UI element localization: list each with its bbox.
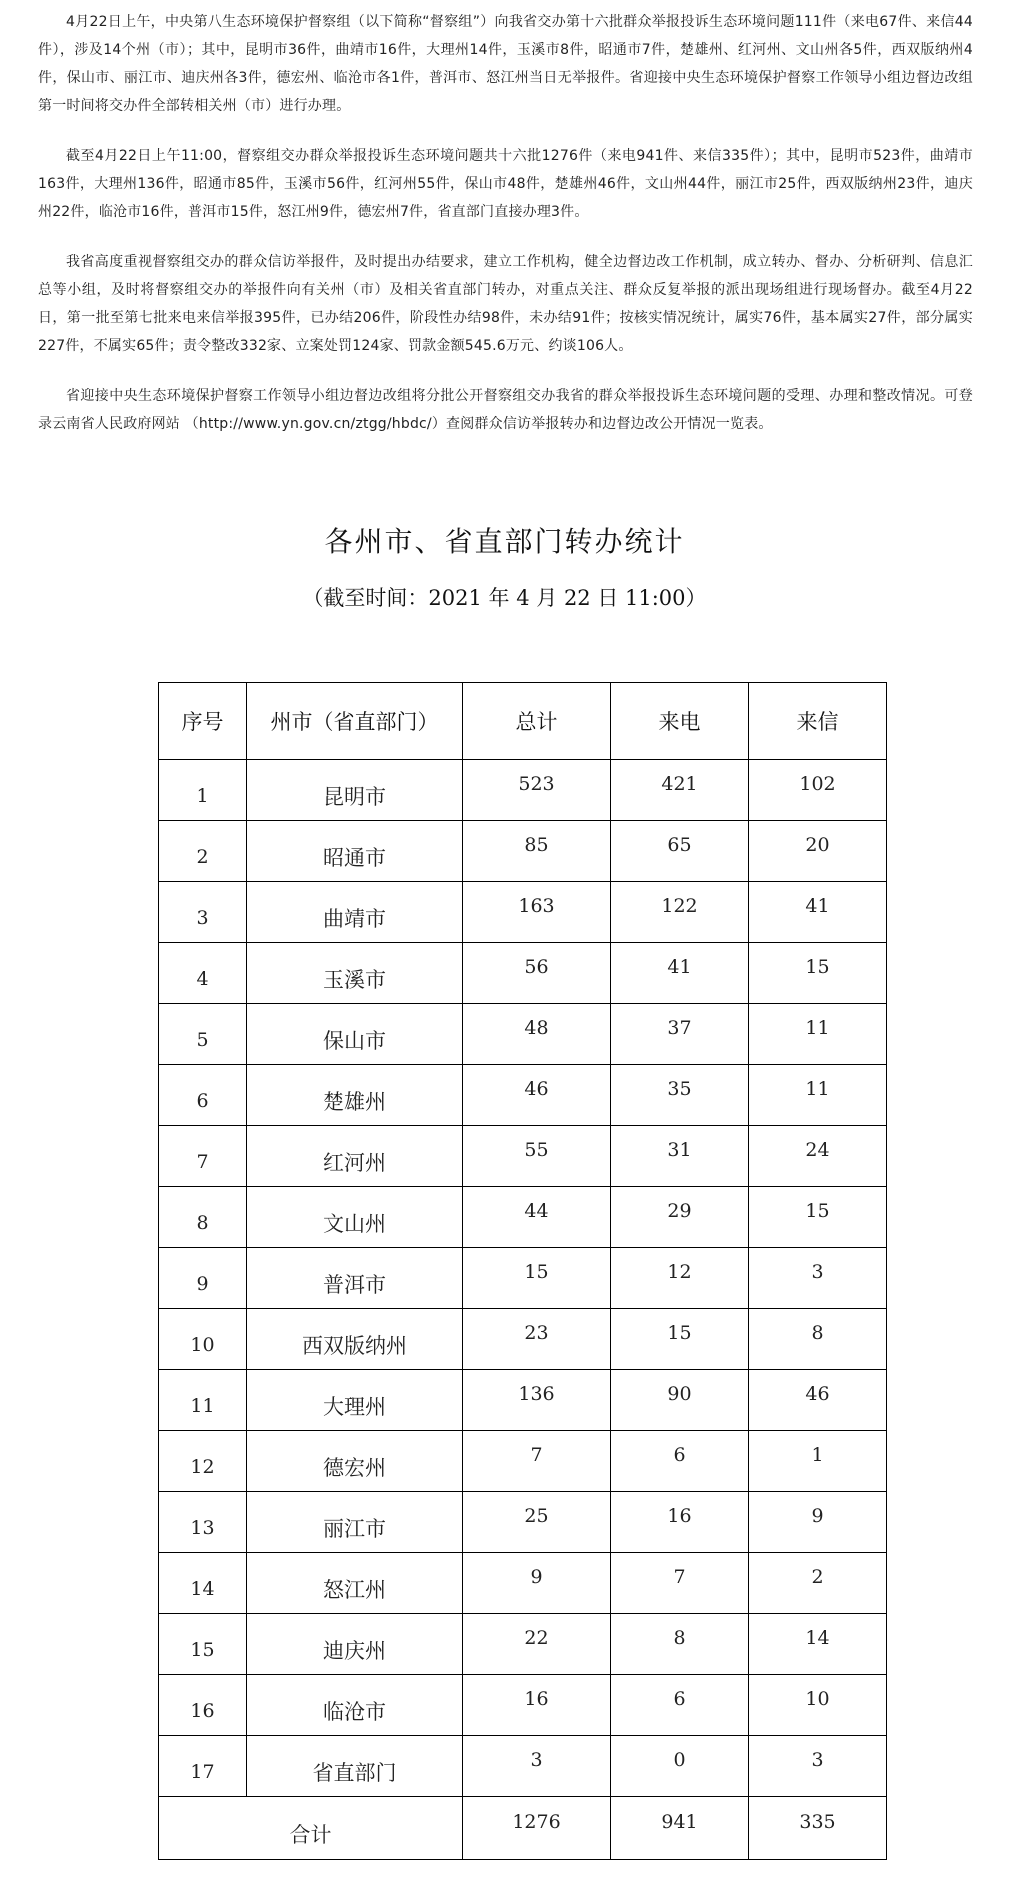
row-phone: 90 [611,1370,749,1431]
table-row [159,1004,887,1065]
row-letter: 20 [749,821,887,882]
row-phone: 31 [611,1126,749,1187]
table-row [159,821,887,882]
table-row [159,760,887,821]
row-total: 7 [463,1431,611,1492]
total-letter: 335 [749,1797,887,1860]
row-region: 德宏州 [247,1431,463,1492]
row-region: 怒江州 [247,1553,463,1614]
row-index: 2 [159,821,247,882]
row-phone: 65 [611,821,749,882]
row-region: 昭通市 [247,821,463,882]
row-letter: 11 [749,1004,887,1065]
row-index: 16 [159,1675,247,1736]
row-region: 文山州 [247,1187,463,1248]
row-total: 15 [463,1248,611,1309]
row-phone: 35 [611,1065,749,1126]
row-total: 44 [463,1187,611,1248]
paragraph-intro: 4月22日上午，中央第八生态环境保护督察组（以下简称“督察组”）向我省交办第十六批群众举报投诉生态环境问题111件（来电67件、来信44件），涉及14个州（市）；其中，昆明市36件，曲靖市16件，大理州14件，玉溪市8件，昭通市7件，楚雄州、红河州、文山州各5件，西双版纳州4件，保山市、丽江市、迪庆州各3件，德宏州、临沧市各1件，普洱市、怒江州当日无举报件。省迎接中央生态环境保护督察工作领导小组边督边改组第一时间将交办件全部转相关州（市）进行办理。 [38,14,973,114]
row-letter: 10 [749,1675,887,1736]
stats-title: 各州市、省直部门转办统计 [324,525,685,558]
table-row [159,1736,887,1797]
table-row [159,1553,887,1614]
row-total: 9 [463,1553,611,1614]
table-row [159,1309,887,1370]
row-phone: 29 [611,1187,749,1248]
row-phone: 7 [611,1553,749,1614]
table-row [159,943,887,1004]
row-region: 红河州 [247,1126,463,1187]
row-total: 3 [463,1736,611,1797]
header-letter: 来信 [749,683,887,760]
row-letter: 15 [749,1187,887,1248]
row-index: 1 [159,760,247,821]
header-phone: 来电 [611,683,749,760]
total-sum: 1276 [463,1797,611,1860]
paragraph-cumulative: 截至4月22日上午11:00，督察组交办群众举报投诉生态环境问题共十六批1276件（来电941件、来信335件）；其中，昆明市523件，曲靖市163件，大理州136件，昭通市85件，玉溪市56件，红河州55件，保山市48件，楚雄州46件，文山州44件，丽江市25件，西双版纳州23件，迪庆州22件，临沧市16件，普洱市15件，怒江州9件，德宏州7件，省直部门直接办理3件。 [38,148,973,220]
row-index: 3 [159,882,247,943]
row-region: 楚雄州 [247,1065,463,1126]
row-letter: 9 [749,1492,887,1553]
row-total: 163 [463,882,611,943]
row-index: 9 [159,1248,247,1309]
row-index: 13 [159,1492,247,1553]
row-index: 15 [159,1614,247,1675]
row-index: 17 [159,1736,247,1797]
row-region: 普洱市 [247,1248,463,1309]
row-total: 85 [463,821,611,882]
row-region: 玉溪市 [247,943,463,1004]
table-row [159,1431,887,1492]
row-total: 16 [463,1675,611,1736]
table-row [159,1126,887,1187]
row-letter: 24 [749,1126,887,1187]
paragraph-measures: 我省高度重视督察组交办的群众信访举报件，及时提出办结要求，建立工作机构，健全边督边改工作机制，成立转办、督办、分析研判、信息汇总等小组，及时将督察组交办的举报件向有关州（市）及相关省直部门转办，对重点关注、群众反复举报的派出现场组进行现场督办。截至4月22日，第一批至第七批来电来信举报395件，已办结206件，阶段性办结98件，未办结91件；按核实情况统计，属实76件，基本属实27件，部分属实227件，不属实65件；责令整改332家、立案处罚124家、罚款金额545.6万元、约谈106人。 [38,254,973,354]
row-letter: 41 [749,882,887,943]
row-letter: 14 [749,1614,887,1675]
header-index: 序号 [159,683,247,760]
stats-table [158,682,887,1860]
row-total: 523 [463,760,611,821]
article-body [38,8,973,460]
table-row [159,1065,887,1126]
table-row [159,1248,887,1309]
row-total: 25 [463,1492,611,1553]
row-index: 8 [159,1187,247,1248]
table-header-row [159,683,887,760]
row-phone: 37 [611,1004,749,1065]
total-phone: 941 [611,1797,749,1860]
row-letter: 46 [749,1370,887,1431]
table-row [159,1492,887,1553]
table-total-row [159,1797,887,1860]
row-phone: 6 [611,1431,749,1492]
row-index: 7 [159,1126,247,1187]
row-region: 保山市 [247,1004,463,1065]
row-phone: 15 [611,1309,749,1370]
row-letter: 3 [749,1248,887,1309]
row-total: 22 [463,1614,611,1675]
header-total: 总计 [463,683,611,760]
row-letter: 15 [749,943,887,1004]
row-letter: 2 [749,1553,887,1614]
row-index: 12 [159,1431,247,1492]
row-phone: 8 [611,1614,749,1675]
row-index: 4 [159,943,247,1004]
header-region: 州市（省直部门） [247,683,463,760]
row-phone: 421 [611,760,749,821]
row-phone: 0 [611,1736,749,1797]
row-letter: 1 [749,1431,887,1492]
table-row [159,1370,887,1431]
row-region: 大理州 [247,1370,463,1431]
row-letter: 8 [749,1309,887,1370]
row-phone: 16 [611,1492,749,1553]
stats-subtitle: （截至时间：2021 年 4 月 22 日 11:00） [302,586,707,610]
row-phone: 122 [611,882,749,943]
paragraph-disclosure: 省迎接中央生态环境保护督察工作领导小组边督边改组将分批公开督察组交办我省的群众举报投诉生态环境问题的受理、办理和整改情况。可登录云南省人民政府网站 （http://www.yn.gov.cn/ztgg/hbdc/）查阅群众信访举报转办和边督边改公开情况一览表。 [38,388,973,432]
row-region: 临沧市 [247,1675,463,1736]
row-region: 丽江市 [247,1492,463,1553]
row-total: 23 [463,1309,611,1370]
row-index: 5 [159,1004,247,1065]
row-region: 昆明市 [247,760,463,821]
row-index: 10 [159,1309,247,1370]
row-index: 6 [159,1065,247,1126]
row-total: 55 [463,1126,611,1187]
row-region: 曲靖市 [247,882,463,943]
table-row [159,1187,887,1248]
row-total: 56 [463,943,611,1004]
row-phone: 12 [611,1248,749,1309]
row-phone: 6 [611,1675,749,1736]
row-total: 46 [463,1065,611,1126]
row-phone: 41 [611,943,749,1004]
row-letter: 3 [749,1736,887,1797]
row-index: 14 [159,1553,247,1614]
row-total: 136 [463,1370,611,1431]
table-row [159,882,887,943]
row-region: 西双版纳州 [247,1309,463,1370]
row-letter: 11 [749,1065,887,1126]
row-index: 11 [159,1370,247,1431]
total-label: 合计 [159,1797,463,1860]
row-region: 省直部门 [247,1736,463,1797]
row-letter: 102 [749,760,887,821]
table-row [159,1675,887,1736]
row-region: 迪庆州 [247,1614,463,1675]
row-total: 48 [463,1004,611,1065]
table-row [159,1614,887,1675]
